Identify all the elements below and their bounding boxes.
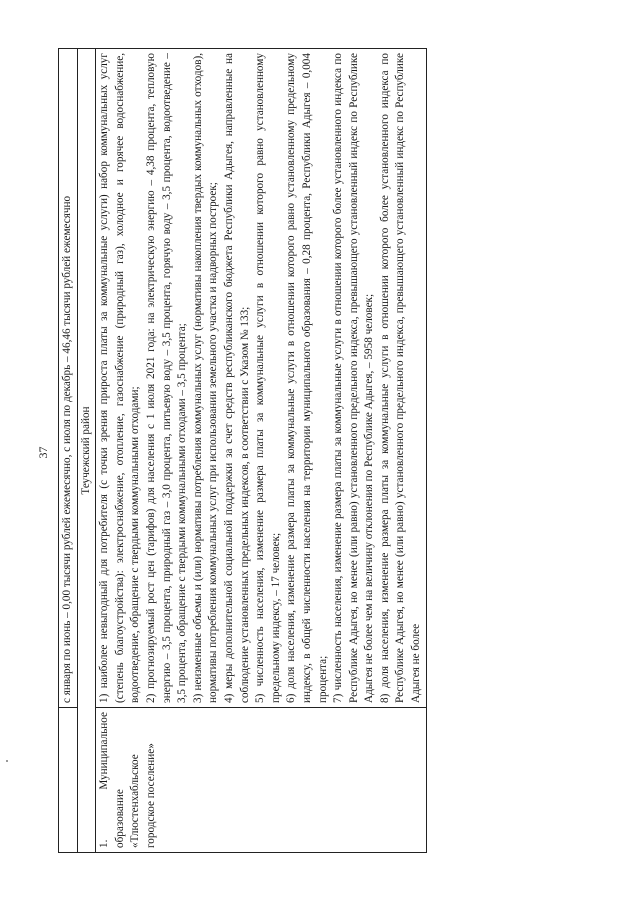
list-item: 5) численность населения, изменение размера платы за коммунальные услуги в отношении которого равно установленному предельному индексу, – 17 человек;: [254, 53, 282, 703]
table-cell-top-text: с января по июнь – 0,00 тысячи рублей ежемесячно, с июля по декабрь – 46,46 тысячи рублей ежемесячно: [59, 49, 78, 708]
list-item: 8) доля населения, изменение размера платы за коммунальные услуги в отношении которого более установленного индекса по Республике Адыгея, но менее (или равно) установленного предельного индекса, превышающего установленный индекс по Республике Адыгея не более: [378, 53, 423, 703]
list-item: 3) неизменные объемы и (или) нормативы потребления коммунальных услуг (нормативы накопления твердых коммунальных отходов), нормативы потребления коммунальных услуг при использовании земельного участка и надворных построек;: [191, 53, 220, 703]
list-item: 7) численность населения, изменение размера платы за коммунальные услуги в отношении которого более установленного индекса по Республике Адыгея, но менее (или равно) установленного предельного индекса, превышающего установленный индекс по Республике Адыгея не более чем на величину отклонения по Республике Адыгея, – 5958 человек;: [332, 53, 376, 703]
list-item: 1) наиболее невыгодный для потребителя (с точки зрения прироста платы за коммунальные услуги) набор коммунальных услуг (степень благоустройства): электроснабжение, отопление, газоснабжение (природный газ), холодное и горячее водоснабжение, водоотведение, обращение с твердыми коммунальными отходами;: [98, 53, 142, 703]
list-item: 4) меры дополнительной социальной поддержки за счет средств республиканского бюджета Республики Адыгея, направленные на соблюдение установленных предельных индексов, в соответствии с Указом № 133;: [222, 53, 251, 703]
page-number: 37: [36, 446, 50, 459]
list-item: 2) прогнозируемый рост цен (тарифов) для населения с 1 июля 2021 года: на электрическую энергию – 4,38 процента, тепловую энергию – 3,5 процента, природный газ – 3,0 процента, питьевую воду – 3,5 процента, горячую воду – 3,5 процента, водоотведение – 3,5 процента, обращение с твердыми коммунальными отходами – 3,5 процента;: [144, 53, 189, 703]
scan-speck: [6, 760, 8, 762]
table-row: [77, 49, 96, 853]
items-cell: [96, 49, 426, 708]
table-row: [96, 49, 426, 853]
document-table: [58, 48, 427, 853]
table-row: [59, 49, 78, 853]
table-cell-empty: [59, 708, 78, 853]
list-item: 6) доля населения, изменение размера платы за коммунальные услуги в отношении которого равно установленному предельному индексу, в общей численности населения на территории муниципального образования – 0,28 процента, Республики Адыгея – 0,004 процента;: [285, 53, 329, 703]
district-header: Теучежский район: [77, 49, 96, 853]
municipality-name: 1. Муниципальное образование «Тлюстенхабльское городское поселение»: [96, 708, 426, 853]
